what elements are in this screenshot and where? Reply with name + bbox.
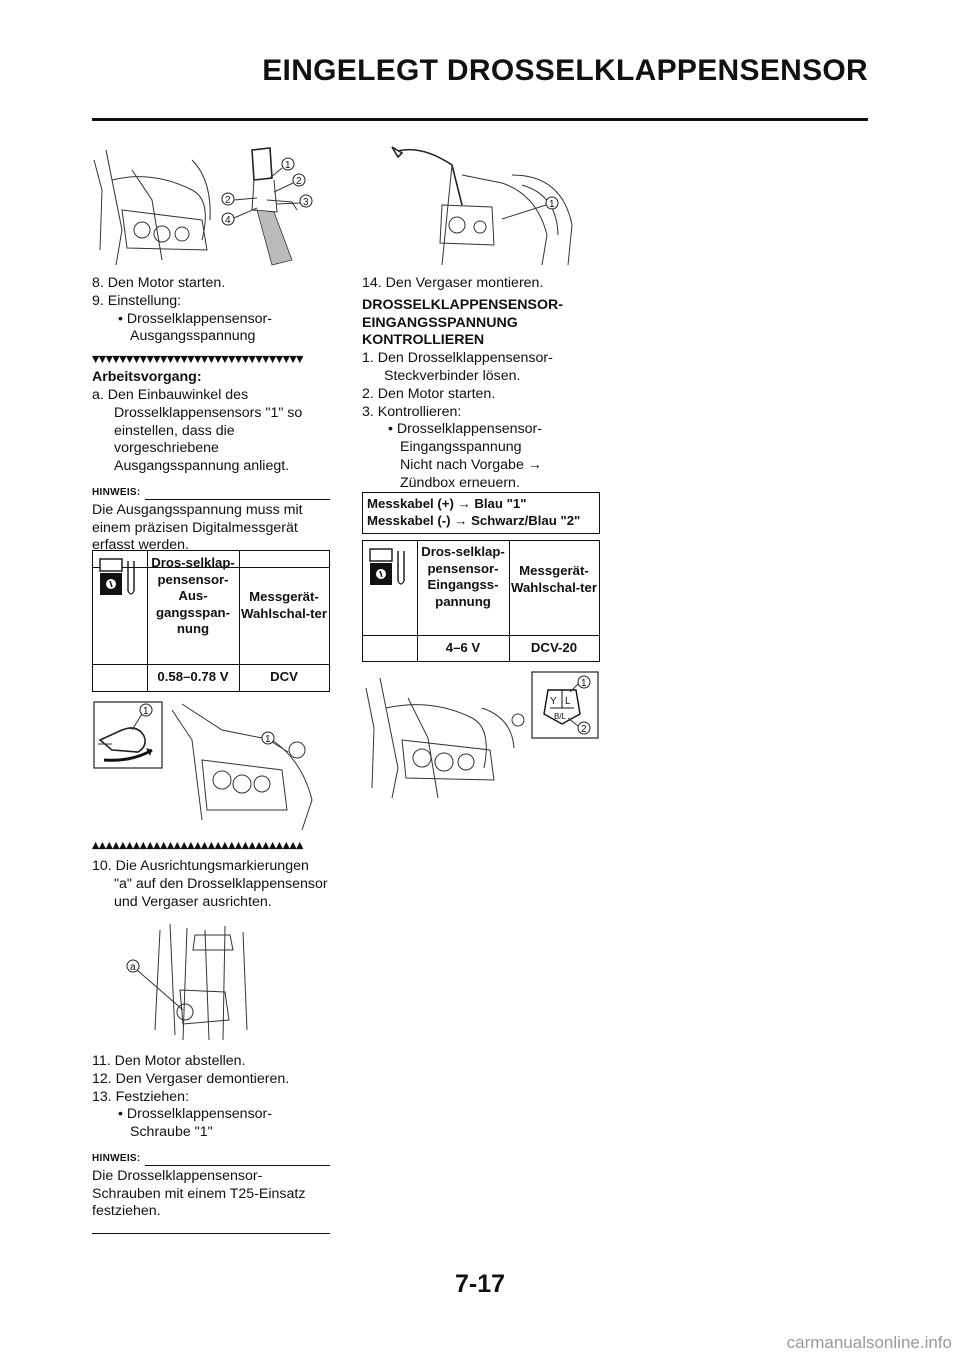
col1-value: 0.58–0.78 V (157, 669, 229, 684)
step-11: 11. Den Motor abstellen. (92, 1053, 246, 1069)
callout-1: 1 (285, 160, 291, 171)
left-column-top (92, 275, 330, 568)
col1-value: 4–6 V (445, 640, 481, 655)
check-step-2: 2. Den Motor starten. (362, 385, 496, 402)
callout-1: 1 (143, 706, 149, 717)
note-1-header (92, 484, 330, 502)
note-2-header (92, 1150, 330, 1168)
col2-header: Messgerät-Wahlschal-ter (511, 563, 597, 595)
figure-sensor-adjust (92, 700, 332, 835)
note-2-label: HINWEIS: (92, 1152, 141, 1164)
step-9: 9. Einstellung: (92, 292, 182, 309)
callout-2: 2 (581, 724, 587, 735)
page-title: EINGELEGT DROSSELKLAPPENSENSOR (262, 54, 868, 87)
header-rule (92, 118, 868, 121)
step-10: 10. Die Ausrichtungsmarkierungen "a" auf den Drosselklappensensor und Vergaser ausrichten. (92, 858, 328, 910)
bullet-input-voltage: • Drosselklappensensor-Eingangsspannung (388, 421, 543, 456)
check-step-3: 3. Kontrollieren: (362, 403, 462, 420)
left-column-end (92, 1053, 330, 1234)
callout-1: 1 (265, 734, 271, 745)
step-a: a. Den Einbauwinkel des Drosselklappensensors "1" so einstellen, dass die vorgeschriebene Ausgangsspannung anliegt. (92, 386, 303, 475)
callout-2: 2 (225, 195, 231, 206)
col1-header: Dros-selklap-pensensor-Aus-gangsspan-nung (151, 555, 235, 636)
watermark: carmanualsonline.info (786, 1333, 952, 1352)
step-14: 14. Den Vergaser montieren. (362, 275, 544, 291)
multimeter-icon (99, 557, 141, 599)
page-number: 7-17 (454, 1270, 506, 1298)
check-step-1: 1. Den Drosselklappensensor-Steckverbinder lösen. (362, 350, 553, 384)
col1-header: Dros-selklap-pensensor-Eingangss-pannung (421, 544, 505, 609)
spec-table-input-voltage (362, 540, 600, 662)
bullet-input-voltage-note: Nicht nach Vorgabe → Zündbox erneuern. (400, 456, 542, 491)
pin-label-l: L (565, 696, 571, 707)
callout-4: 4 (225, 215, 231, 226)
col2-value: DCV (270, 669, 298, 684)
pin-label-bl: B/L (554, 712, 567, 721)
bullet-screw: • Drosselklappensensor-Schraube "1" (118, 1106, 273, 1141)
multimeter-icon (369, 547, 411, 589)
callout-3: 3 (303, 197, 309, 208)
procedure-label: Arbeitsvorgang: (92, 369, 202, 386)
figure-alignment-marks (125, 920, 275, 1045)
test-lead-box (362, 492, 600, 534)
test-lead-positive: Messkabel (+) → Blau "1" (367, 496, 527, 511)
procedure-end-marker: ▲▲▲▲▲▲▲▲▲▲▲▲▲▲▲▲▲▲▲▲▲▲▲▲▲▲▲▲▲▲▲ (92, 840, 303, 851)
callout-1: 1 (581, 678, 587, 689)
note-1-label: HINWEIS: (92, 486, 141, 498)
spec-table-output-voltage (92, 550, 330, 692)
step-12: 12. Den Vergaser demontieren. (92, 1070, 290, 1087)
callout-2: 2 (296, 176, 302, 187)
note-1-text: Die Ausgangsspannung muss mit einem präzisen Digitalmessgerät erfasst werden. (92, 501, 303, 554)
step-8: 8. Den Motor starten. (92, 275, 226, 291)
test-lead-negative: Messkabel (-) → Schwarz/Blau "2" (367, 513, 581, 528)
figure-sensor-connector (92, 130, 332, 270)
bullet-output-voltage: • Drosselklappensensor- Ausgangsspannung (118, 310, 273, 345)
right-column-text (362, 275, 600, 493)
callout-a: a (130, 962, 136, 973)
figure-carburetor (362, 135, 602, 270)
callout-1: 1 (549, 199, 555, 210)
col2-header: Messgerät-Wahlschal-ter (241, 589, 327, 621)
note-2-end-rule (92, 1233, 330, 1234)
pin-label-y: Y (550, 696, 557, 707)
figure-connector-test (362, 668, 602, 803)
col2-value: DCV-20 (530, 640, 578, 655)
step-13: 13. Festziehen: (92, 1088, 190, 1105)
section-title: DROSSELKLAPPENSENSOR-EINGANGSSPANNUNG KONTROLLIEREN (362, 296, 564, 349)
procedure-start-marker: ▼▼▼▼▼▼▼▼▼▼▼▼▼▼▼▼▼▼▼▼▼▼▼▼▼▼▼▼▼▼▼ (92, 354, 303, 366)
left-column-bottom (92, 840, 330, 911)
note-2-text: Die Drosselklappensensor-Schrauben mit einem T25-Einsatz festziehen. (92, 1167, 306, 1220)
